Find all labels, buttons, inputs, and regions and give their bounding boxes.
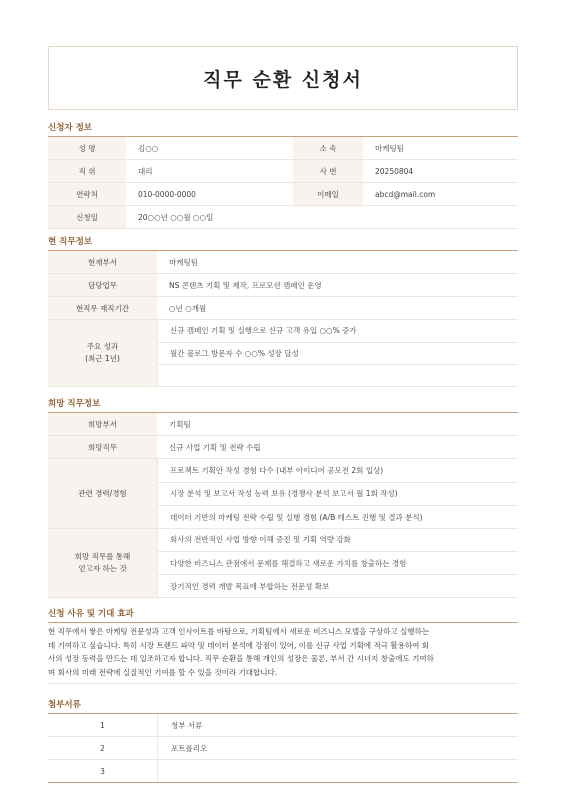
attachment-name: 포트폴리오	[171, 743, 208, 753]
name-label: 성 명	[48, 137, 126, 159]
attachment-name: 청부 서류	[171, 720, 203, 730]
reason-text	[48, 623, 518, 684]
dept-label: 소 속	[293, 137, 363, 159]
application-form	[48, 46, 518, 783]
section-applicant-heading: 신청자 정보	[48, 121, 518, 137]
achievement-item: 월간 블로그 방문자 수 ○○% 성장 달성	[158, 343, 518, 366]
achievements-label-line2: (최근 1년)	[85, 354, 120, 363]
experience-label: 관련 경력/경험	[48, 459, 157, 528]
position-value: 대리	[138, 166, 153, 176]
experience-list	[157, 459, 518, 528]
phone-label: 연락처	[48, 183, 126, 205]
achievements-label	[48, 320, 157, 386]
applicant-row-name	[48, 137, 518, 160]
title-box	[48, 46, 518, 110]
desired-duty-label: 희망직무	[48, 436, 157, 458]
attachment-name	[158, 760, 171, 782]
position-label: 직 위	[48, 160, 126, 182]
desired-dept-label: 희망부서	[48, 413, 157, 435]
experience-item: 프로젝트 기획안 작성 경험 다수 (내부 아이디어 공모전 2회 입상)	[158, 459, 518, 483]
tenure-value: ○년 ○개월	[169, 303, 207, 313]
desired-row-duty	[48, 436, 518, 459]
email-label: 이메일	[293, 183, 363, 205]
empno-value: 20250804	[375, 166, 414, 176]
current-dept-label: 현재부서	[48, 251, 157, 273]
attachment-number: 1	[48, 714, 158, 736]
achievements-list	[157, 320, 518, 386]
gains-label-line2: 얻고자 하는 것	[78, 564, 127, 573]
name-value: 김○○	[138, 143, 159, 153]
section-attachments-heading: 첨부서류	[48, 698, 518, 714]
achievements-label-line1: 주요 성과	[86, 342, 119, 351]
reason-line: 현 직무에서 쌓은 마케팅 전문성과 고객 인사이트를 바탕으로, 기획팀에서 새로운 비즈니스 모델을 구상하고 실행하는	[48, 627, 430, 636]
section-reason-heading: 신청 사유 및 기대 효과	[48, 607, 518, 623]
desired-duty-value: 신규 사업 기획 및 전략 수립	[169, 442, 261, 452]
email-value: abcd@mail.com	[375, 189, 436, 199]
current-row-dept	[48, 251, 518, 274]
experience-item: 시장 분석 및 보고서 작성 능력 보유 (경쟁사 분석 보고서 월 1회 작성)	[158, 483, 518, 507]
attachment-row	[48, 714, 518, 737]
gains-list	[157, 529, 518, 597]
gains-label	[48, 529, 157, 597]
dept-value: 마케팅팀	[375, 143, 404, 153]
desired-row-experience	[48, 459, 518, 529]
applicant-row-contact	[48, 183, 518, 206]
section-current-heading: 현 직무정보	[48, 235, 518, 251]
applicant-row-position	[48, 160, 518, 183]
section-desired-heading: 희망 직무정보	[48, 397, 518, 413]
achievement-item: 신규 캠페인 기획 및 실행으로 신규 고객 유입 ○○% 증가	[158, 320, 518, 343]
current-row-duty	[48, 274, 518, 297]
experience-item: 데이터 기반의 마케팅 전략 수립 및 실행 경험 (A/B 테스트 진행 및 결과 분석)	[170, 512, 423, 522]
attachment-row	[48, 760, 518, 783]
attachment-number: 2	[48, 737, 158, 759]
empno-label: 사 번	[293, 160, 363, 182]
phone-value: 010-0000-0000	[138, 189, 196, 199]
gain-item: 다양한 비즈니스 관점에서 문제를 해결하고 새로운 가치를 창출하는 경험	[158, 552, 518, 576]
desired-dept-value: 기획팀	[169, 419, 191, 429]
current-duty-value: NS 콘텐츠 기획 및 제작, 프로모션 캠페인 운영	[169, 280, 322, 290]
desired-row-gains	[48, 529, 518, 598]
desired-row-dept	[48, 413, 518, 436]
current-dept-value: 마케팅팀	[169, 257, 198, 267]
gain-item: 회사의 전반적인 사업 방향 이해 증진 및 기획 역량 강화	[158, 529, 518, 552]
tenure-label: 현직무 재직기간	[48, 297, 157, 319]
form-title: 직무 순환 신청서	[203, 68, 363, 91]
gain-item: 장기적인 경력 개발 목표에 부합하는 전문성 확보	[170, 581, 330, 591]
reason-line: 데 기여하고 싶습니다. 특히 시장 트렌드 파악 및 데이터 분석에 강점이 있어, 이를 신규 사업 기획에 적극 활용하여 회	[48, 640, 429, 650]
reason-line: 며 회사의 미래 전략에 실질적인 기여를 할 수 있을 것이라 기대합니다.	[48, 667, 278, 677]
date-label: 신청일	[48, 206, 126, 228]
achievement-item	[158, 365, 518, 386]
current-row-tenure	[48, 297, 518, 320]
attachment-row	[48, 737, 518, 760]
current-row-achievements	[48, 320, 518, 387]
date-value: 20○○년 ○○월 ○○일	[138, 212, 214, 222]
gains-label-line1: 희망 직무를 통해	[74, 552, 131, 561]
attachment-number: 3	[48, 760, 158, 782]
current-duty-label: 담당업무	[48, 274, 157, 296]
applicant-row-date	[48, 206, 518, 229]
reason-line: 사의 성장 동력을 만드는 데 일조하고자 합니다. 직무 순환을 통해 개인의 성장은 물론, 부서 간 시너지 창출에도 기여하	[48, 654, 434, 663]
